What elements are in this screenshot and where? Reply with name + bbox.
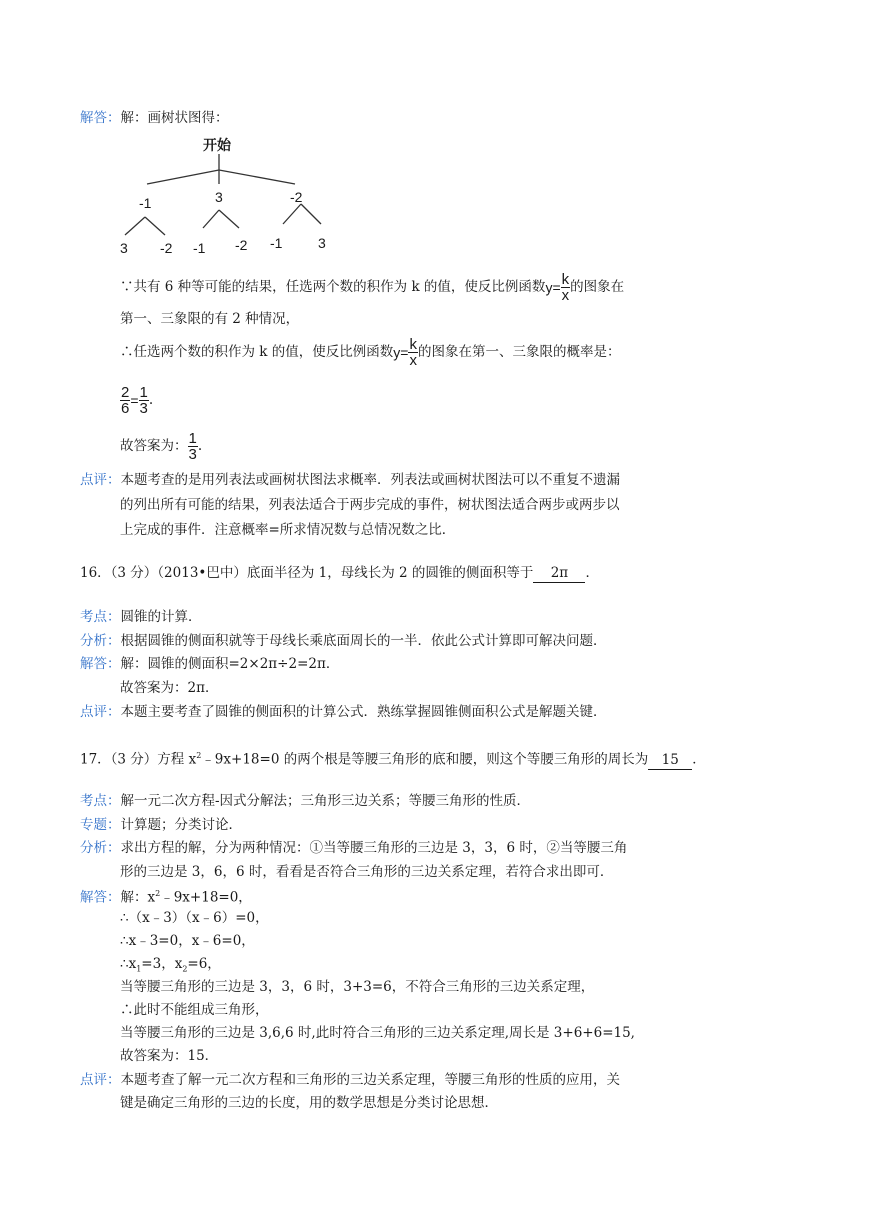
jieda-text: ∴（x﹣3）（x﹣6）=0， (120, 910, 269, 926)
fraction-k-over-x: $\frac{k}{x}$ (561, 271, 570, 304)
answer-line (80, 108, 229, 128)
fenxi-text: 根据圆锥的侧面积就等于母线长乘底面周长的一半．依此公式计算即可解决问题． (120, 633, 607, 649)
zhuanti-line (80, 815, 242, 835)
jieda-line: 解答：解：$x^2﹣9x+18=0$， (80, 889, 252, 906)
dianping-line (80, 1070, 620, 1090)
comment-label: 点评： (80, 472, 121, 488)
jieda-text: 故答案为：15． (120, 1048, 219, 1064)
answer-blank: 2π (533, 565, 585, 583)
solution-text: 第一、三象限的有 2 种情况， (120, 311, 300, 327)
jieda-line (80, 654, 339, 674)
question-17: 17．（3 分）方程 $x^2﹣9x+18=0$ 的两个根是等腰三角形的底和腰，则这个等腰三角形的周长为 15 ． (80, 751, 706, 768)
tree-node: 3 (120, 240, 128, 256)
question-text: ﹣9x+18=0 的两个根是等腰三角形的底和腰，则这个等腰三角形的周长为 (201, 751, 649, 768)
tree-node: -2 (235, 237, 248, 253)
fenxi-text: 求出方程的解，分为两种情况：①当等腰三角形的三边是 3，3，6 时，②当等腰三角 (120, 840, 628, 856)
jieda-text: 当等腰三角形的三边是 3,6,6 时,此时符合三角形的三边关系定理,周长是 3+6+6=15, (120, 1025, 635, 1041)
jieda-label: 解答： (80, 889, 121, 906)
jieda-line (120, 1000, 269, 1020)
comment-text: 本题考查的是用列表法或画树状图法求概率．列表法或画树状图法可以不重复不遗漏 (120, 472, 620, 488)
answer-blank: 15 (648, 752, 692, 770)
fenxi-line (120, 862, 613, 882)
solution-text: ∵共有 6 种等可能的结果，任选两个数的积作为 k 的值，使反比例函数 (120, 279, 546, 295)
dianping-text: 键是确定三角形的三边的长度，用的数学思想是分类讨论思想． (120, 1095, 498, 1111)
dianping-line (80, 702, 607, 722)
question-16: 16．（3 分）（2013•巴中）底面半径为 1，母线长为 2 的圆锥的侧面积等于 2π ． (80, 565, 599, 581)
fenxi-line (80, 838, 627, 858)
kaodian-line (80, 791, 530, 811)
tree-node: -2 (160, 240, 173, 256)
question-text: 16．（3 分）（2013•巴中）底面半径为 1，母线长为 2 的圆锥的侧面积等于 (80, 565, 534, 581)
final-answer: 故答案为： $\frac{1}{3}$ . (120, 430, 203, 463)
jieda-text: 解：圆锥的侧面积=2×2π÷2=2π． (120, 656, 340, 672)
jieda-line (120, 908, 269, 928)
question-text: 17．（3 分）方程 x (80, 751, 197, 768)
function-y: y= (545, 279, 561, 296)
dianping-label: 点评： (80, 704, 121, 720)
kaodian-label: 考点： (80, 609, 121, 625)
tree-diagram (115, 132, 345, 262)
jieda-line (120, 931, 255, 951)
probability-result: $\frac{2}{6}$ = $\frac{1}{3}$ . (121, 384, 154, 417)
dianping-text: 本题考查了解一元二次方程和三角形的三边关系定理，等腰三角形的性质的应用，关 (120, 1072, 620, 1088)
jieda-text: ∴此时不能组成三角形， (120, 1002, 269, 1018)
tree-node: -1 (270, 235, 283, 251)
comment-line (120, 520, 455, 540)
kaodian-line (80, 607, 202, 627)
comment-line (120, 495, 620, 515)
tree-node: 3 (215, 189, 223, 205)
tree-node: -1 (193, 240, 206, 256)
zhuanti-label: 专题： (80, 817, 121, 833)
function-y: y= (393, 344, 409, 361)
comment-text: 的列出所有可能的结果，列表法适合于两步完成的事件，树状图法适合两步或两步以 (120, 497, 620, 513)
dianping-line (120, 1093, 498, 1113)
kaodian-label: 考点： (80, 793, 121, 809)
comment-line (80, 470, 620, 490)
jieda-text: 当等腰三角形的三边是 3，3，6 时，3+3=6，不符合三角形的三边关系定理， (120, 979, 595, 995)
solution-text: ∴任选两个数的积作为 k 的值，使反比例函数 (120, 344, 394, 360)
solution-line (120, 272, 624, 303)
final-answer-label: 故答案为： (120, 438, 188, 454)
fenxi-line (80, 631, 607, 651)
answer-label: 解答： (80, 110, 121, 126)
zhuanti-text: 计算题；分类讨论． (120, 817, 242, 833)
jieda-line (120, 977, 594, 997)
dianping-text: 本题主要考查了圆锥的侧面积的计算公式．熟练掌握圆锥侧面积公式是解题关键． (120, 704, 607, 720)
tree-node: -2 (290, 189, 303, 205)
fraction-k-over-x: $\frac{k}{x}$ (409, 336, 417, 369)
solution-text: 的图象在第一、三象限的概率是： (417, 344, 621, 360)
fenxi-text: 形的三边是 3，6，6 时，看看是否符合三角形的三边关系定理，若符合求出即可． (120, 864, 614, 880)
answer-intro: 解：画树状图得： (120, 110, 229, 126)
fenxi-label: 分析： (80, 633, 121, 649)
solution-text: 的图象在 (570, 279, 625, 295)
solution-line (120, 337, 620, 368)
solution-line (120, 309, 299, 329)
tree-root: 开始 (203, 137, 231, 153)
jieda-line: $\therefore x_1=3$，$x_2=6$， (120, 956, 221, 974)
jieda-label: 解答： (80, 656, 121, 672)
jieda-line (120, 678, 218, 698)
fenxi-label: 分析： (80, 840, 121, 856)
tree-node: -1 (139, 195, 152, 211)
tree-node: 3 (318, 235, 326, 251)
comment-text: 上完成的事件．注意概率=所求情况数与总情况数之比． (120, 522, 456, 538)
kaodian-text: 圆锥的计算． (120, 609, 202, 625)
kaodian-text: 解一元二次方程-因式分解法；三角形三边关系；等腰三角形的性质． (120, 793, 531, 809)
jieda-line (120, 1046, 218, 1066)
dianping-label: 点评： (80, 1072, 121, 1088)
jieda-line (120, 1023, 635, 1043)
jieda-text: ∴x﹣3=0，x﹣6=0， (120, 933, 255, 949)
jieda-text: 故答案为：2π． (120, 680, 219, 696)
